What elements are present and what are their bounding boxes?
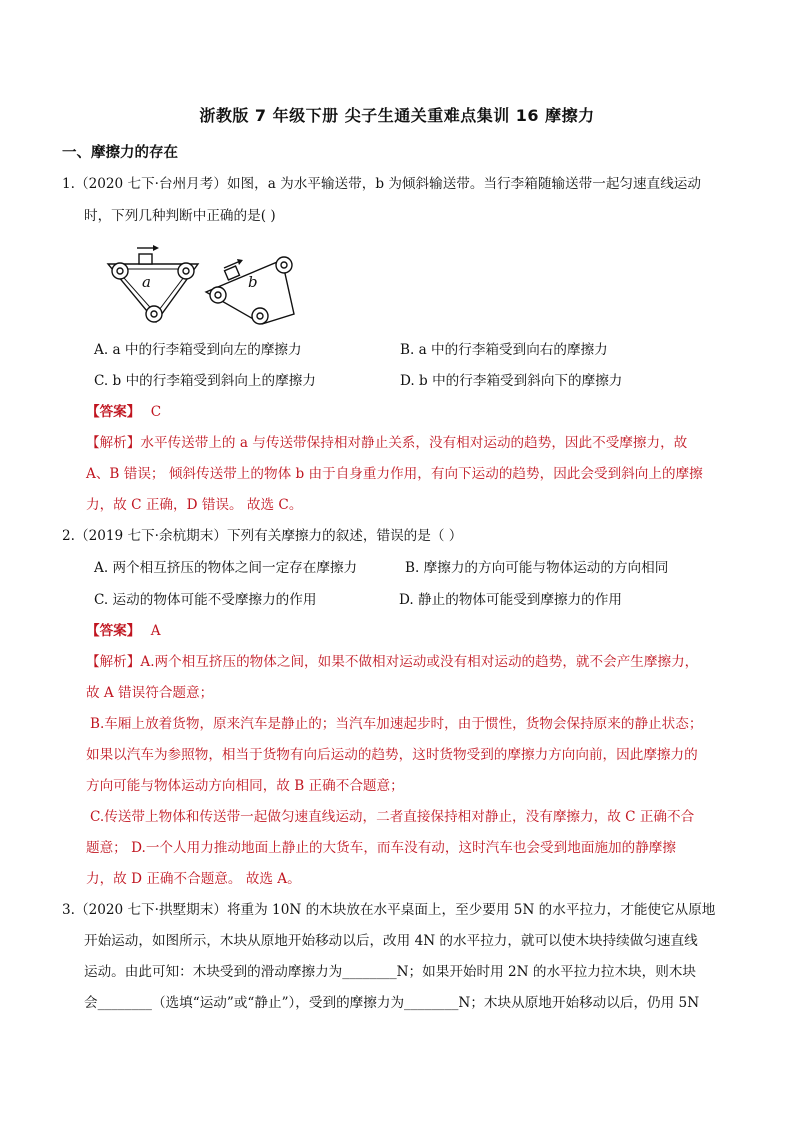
analysis-text: 水平传送带上的 a 与传送带保持相对静止关系，没有相对运动的趋势，因此不受摩擦力，故: [140, 435, 688, 451]
q2-analysis-line5: 方向可能与物体运动方向相同，故 B 正确不合题意；: [86, 778, 404, 794]
q3-line2: 开始运动，如图所示，木块从原地开始移动以后，改用 4N 的水平拉力，就可以使木块持续做匀速直线: [84, 933, 698, 949]
q2-analysis-line3: B.车厢上放着货物，原来汽车是静止的；当汽车加速起步时，由于惯性，货物会保持原来的静止状态；: [90, 716, 703, 732]
page-title: 浙教版 7 年级下册 尖子生通关重难点集训 16 摩擦力: [199, 106, 595, 125]
conveyor-belt-figure: [104, 240, 304, 326]
section-heading: 一、摩擦力的存在: [62, 145, 178, 161]
q2-analysis-line4: 如果以汽车为参照物，相当于货物有向后运动的趋势，这时货物受到的摩擦力方向向前，因此摩擦力的: [86, 747, 698, 763]
q1-analysis-line2: A、B 错误； 倾斜传送带上的物体 b 由于自身重力作用，有向下运动的趋势，因此会受到斜向上的摩擦: [86, 466, 703, 482]
q2-analysis-line2: 故 A 错误符合题意；: [86, 685, 214, 701]
q1-analysis-line1: [86, 433, 687, 453]
conveyor-b: [206, 257, 294, 324]
figure-label-a: a: [142, 273, 151, 291]
answer-value: A: [150, 623, 161, 639]
q2-option-b[interactable]: B. 摩擦力的方向可能与物体运动的方向相同: [405, 560, 669, 576]
q1-option-b[interactable]: B. a 中的行李箱受到向右的摩擦力: [400, 342, 608, 358]
answer-label: 【答案】: [86, 623, 141, 639]
q1-option-c[interactable]: C. b 中的行李箱受到斜向上的摩擦力: [94, 373, 316, 389]
q2-option-a[interactable]: A. 两个相互挤压的物体之间一定存在摩擦力: [94, 560, 358, 576]
answer-value: C: [150, 404, 162, 420]
q1-analysis-line3: 力，故 C 正确，D 错误。 故选 C。: [86, 497, 303, 513]
q2-stem: 2.（2019 七下·余杭期末）下列有关摩擦力的叙述，错误的是（ ）: [62, 528, 463, 544]
q2-answer: [86, 621, 161, 641]
q3-line3: 运动。由此可知：木块受到的滑动摩擦力为________N；如果开始时用 2N 的水平拉力拉木块，则木块: [84, 964, 697, 980]
answer-label: 【答案】: [86, 404, 141, 420]
analysis-text: A.两个相互挤压的物体之间，如果不做相对运动或没有相对运动的趋势，就不会产生摩擦力，: [140, 654, 699, 670]
q2-analysis-line1: [86, 652, 698, 672]
q1-answer: [86, 402, 161, 422]
analysis-label: 【解析】: [86, 435, 141, 451]
q1-option-d[interactable]: D. b 中的行李箱受到斜向下的摩擦力: [400, 373, 623, 389]
q1-option-a[interactable]: A. a 中的行李箱受到向左的摩擦力: [94, 342, 302, 358]
q1-stem-line2: 时，下列几种判断中正确的是( ): [84, 208, 276, 224]
q3-line1: 3.（2020 七下·拱墅期末）将重为 10N 的木块放在水平桌面上，至少要用 5N 的水平拉力，才能使它从原地: [62, 902, 716, 918]
q2-analysis-line8: 力，故 D 正确不合题意。 故选 A。: [86, 871, 301, 887]
analysis-label: 【解析】: [86, 654, 141, 670]
q2-option-c[interactable]: C. 运动的物体可能不受摩擦力的作用: [94, 592, 317, 608]
q3-line4: 会________（选填“运动”或“静止”），受到的摩擦力为________N；木块从原地开始移动以后，仍用 5N: [84, 995, 700, 1011]
q2-analysis-line6: C.传送带上物体和传送带一起做匀速直线运动，二者直接保持相对静止，没有摩擦力，故 C 正确不合: [90, 809, 695, 825]
figure-label-b: b: [248, 273, 258, 291]
q1-stem-line1: 1.（2020 七下·台州月考）如图，a 为水平输送带，b 为倾斜输送带。当行李箱随输送带一起匀速直线运动: [62, 176, 701, 192]
conveyor-a: [108, 245, 198, 322]
q2-option-d[interactable]: D. 静止的物体可能受到摩擦力的作用: [399, 592, 622, 608]
q2-analysis-line7: 题意； D.一个人用力推动地面上静止的大货车，而车没有动，这时汽车也会受到地面施加的静摩擦: [86, 840, 676, 856]
